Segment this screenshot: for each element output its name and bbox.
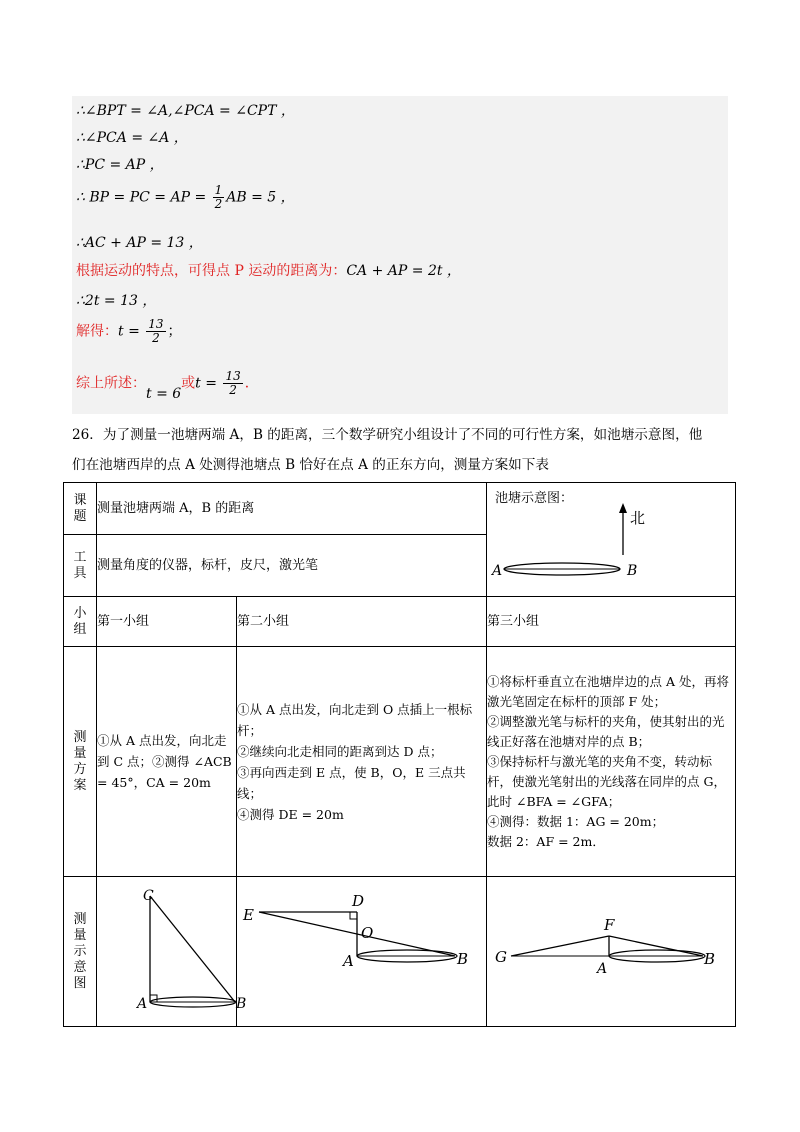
svg-text:A: A xyxy=(137,995,148,1012)
group-3-diagram xyxy=(487,882,736,1022)
north-arrow-icon xyxy=(619,503,627,513)
group-3-header: 第三小组 xyxy=(487,597,736,647)
solution-line-8: 解得：t = $\frac{13}{2}$ ； xyxy=(76,317,182,345)
plan-2-step-2: ②继续向北走相同的距离到达 D 点； xyxy=(237,743,443,759)
svg-text:C: C xyxy=(143,887,154,904)
group-2-diagram-cell xyxy=(237,877,487,1027)
svg-text:O: O xyxy=(361,923,374,942)
solution-line-6: 根据运动的特点，可得点 P 运动的距离为：CA + AP = 2t ， xyxy=(76,263,461,279)
fraction-13-2: $\frac{13}{2}$ xyxy=(148,317,164,345)
solution-line-3: ∴PC = AP ， xyxy=(76,157,164,173)
svg-text:F: F xyxy=(604,915,615,934)
svg-text:A: A xyxy=(343,951,354,970)
pond-label-b: B xyxy=(627,563,638,579)
group-2-plan xyxy=(237,647,487,877)
measurement-table xyxy=(63,482,736,1027)
group-2-header: 第二小组 xyxy=(237,597,487,647)
group-3-plan xyxy=(487,647,736,877)
fraction-13-2-b: $\frac{13}{2}$ xyxy=(225,369,241,397)
topic-cell: 测量池塘两端 A，B 的距离 xyxy=(97,483,487,535)
pond-diagram-cell xyxy=(487,483,736,597)
plan-3-step-2: ②调整激光笔与标杆的夹角，使其射出的光线正好落在池塘对岸的点 B； xyxy=(487,713,725,749)
svg-text:D: D xyxy=(352,891,365,910)
solution-line-7: ∴2t = 13 ， xyxy=(76,293,157,309)
svg-text:B: B xyxy=(704,949,716,968)
group-1-header: 第一小组 xyxy=(97,597,237,647)
plan-3-step-4: ④测得：数据 1：AG = 20m； xyxy=(487,813,665,829)
solution-line-2: ∴∠PCA = ∠A ， xyxy=(76,130,188,146)
plan-3-step-3: ③保持标杆与激光笔的夹角不变，转动标杆，使激光笔射出的光线落在同岸的点 G，此时 ∠BFA = ∠GFA； xyxy=(487,753,726,809)
tools-cell: 测量角度的仪器，标杆，皮尺，激光笔 xyxy=(97,535,487,597)
solution-line-4: ∴ BP = PC = AP = $\frac{1}{2}$ AB = 5 ， xyxy=(76,183,295,211)
svg-text:E: E xyxy=(243,905,254,924)
row-header-topic: 课题 xyxy=(64,483,97,535)
pond-label-a: A xyxy=(492,563,503,579)
row-header-diagram: 测量示意图 xyxy=(64,877,97,1027)
group-1-diagram-cell xyxy=(97,877,247,1027)
svg-text:G: G xyxy=(495,947,507,966)
solution-block xyxy=(72,96,728,414)
plan-2-step-1: ①从 A 点出发，向北走到 O 点插上一根标杆； xyxy=(237,701,473,738)
plan-2-step-3: ③再向西走到 E 点，使 B，O，E 三点共线； xyxy=(237,764,466,801)
pond-diagram xyxy=(487,483,736,595)
group-3-diagram-cell xyxy=(487,877,736,1027)
plan-3-step-5: 数据 2：AF = 2m． xyxy=(487,833,605,849)
svg-text:B: B xyxy=(236,995,247,1012)
svg-text:B: B xyxy=(457,949,469,968)
pond-diagram-label: 池塘示意图： xyxy=(495,491,574,506)
north-label: 北 xyxy=(630,509,646,527)
plan-3-step-1: ①将标杆垂直立在池塘岸边的点 A 处，再将激光笔固定在标杆的顶部 F 处； xyxy=(487,673,729,709)
fraction-half: $\frac{1}{2}$ xyxy=(214,183,223,211)
group-2-diagram xyxy=(237,882,487,1022)
plan-2-step-4: ④测得 DE = 20m xyxy=(237,806,344,822)
group-1-diagram xyxy=(97,882,247,1022)
solution-line-9: 综上所述：t = 6或t = $\frac{13}{2}$ ． xyxy=(76,369,259,402)
problem-26-line-1: 26．为了测量一池塘两端 A，B 的距离，三个数学研究小组设计了不同的可行性方案，如池塘示意图，他 xyxy=(72,427,703,443)
svg-text:A: A xyxy=(597,960,608,977)
row-header-group: 小组 xyxy=(64,597,97,647)
row-header-tool: 工具 xyxy=(64,535,97,597)
row-header-plan: 测量方案 xyxy=(64,647,97,877)
solution-line-5: ∴AC + AP = 13 ， xyxy=(76,235,203,251)
solution-line-1: ∴∠BPT = ∠A,∠PCA = ∠CPT ， xyxy=(76,103,295,119)
problem-26-line-2: 们在池塘西岸的点 A 处测得池塘点 B 恰好在点 A 的正东方向，测量方案如下表 xyxy=(72,457,549,473)
group-1-plan: ①从 A 点出发，向北走到 C 点；②测得 ∠ACB = 45°，CA = 20m xyxy=(97,647,237,877)
